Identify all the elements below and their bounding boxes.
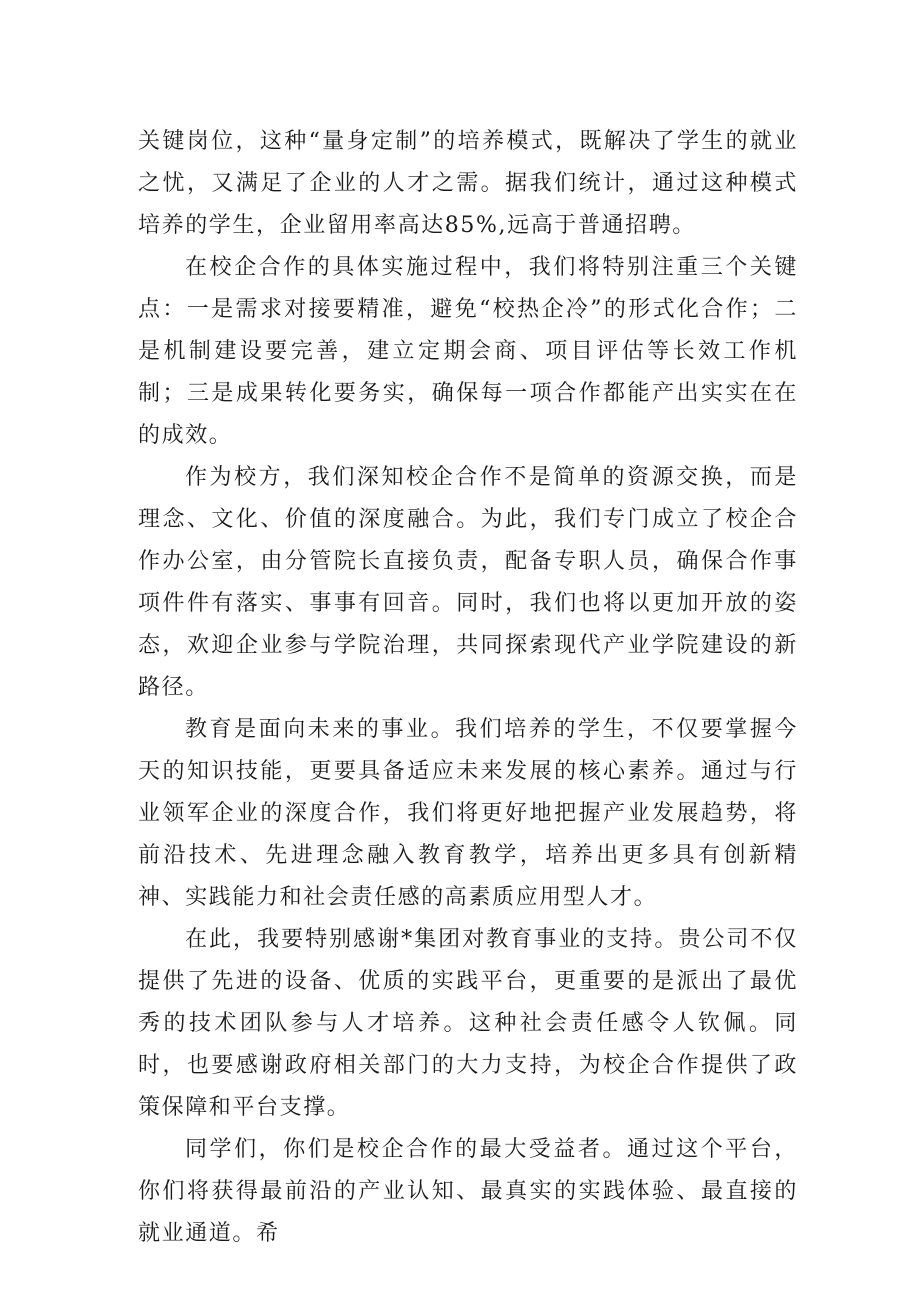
paragraph-4: 教育是面向未来的事业。我们培养的学生，不仅要掌握今天的知识技能，更要具备适应未来发展的核心素养。通过与行业领军企业的深度合作，我们将更好地把握产业发展趋势，将前沿技术、先进理念融入教育教学，培养出更多具有创新精神、实践能力和社会责任感的高素质应用型人才。 — [138, 717, 798, 910]
paragraph-1: 关键岗位，这种“量身定制”的培养模式，既解决了学生的就业之忧，又满足了企业的人才之需。据我们统计，通过这种模式培养的学生，企业留用率高达85%,远高于普通招聘。 — [138, 129, 798, 238]
paragraph-3: 作为校方，我们深知校企合作不是简单的资源交换，而是理念、文化、价值的深度融合。为此，我们专门成立了校企合作办公室，由分管院长直接负责，配备专职人员，确保合作事项件件有落实、事事有回音。同时，我们也将以更加开放的姿态，欢迎企业参与学院治理，共同探索现代产业学院建设的新路径。 — [138, 465, 798, 700]
document-body — [138, 121, 798, 1255]
paragraph-6: 同学们，你们是校企合作的最大受益者。通过这个平台，你们将获得最前沿的产业认知、最真实的实践体验、最直接的就业通道。希 — [138, 1137, 798, 1246]
paragraph-2: 在校企合作的具体实施过程中，我们将特别注重三个关键点：一是需求对接要精准，避免“校热企冷”的形式化合作；二是机制建设要完善，建立定期会商、项目评估等长效工作机制；三是成果转化要务实，确保每一项合作都能产出实实在在的成效。 — [138, 255, 798, 448]
paragraph-5: 在此，我要特别感谢*集团对教育事业的支持。贵公司不仅提供了先进的设备、优质的实践平台，更重要的是派出了最优秀的技术团队参与人才培养。这种社会责任感令人钦佩。同时，也要感谢政府相关部门的大力支持，为校企合作提供了政策保障和平台支撑。 — [138, 927, 798, 1120]
